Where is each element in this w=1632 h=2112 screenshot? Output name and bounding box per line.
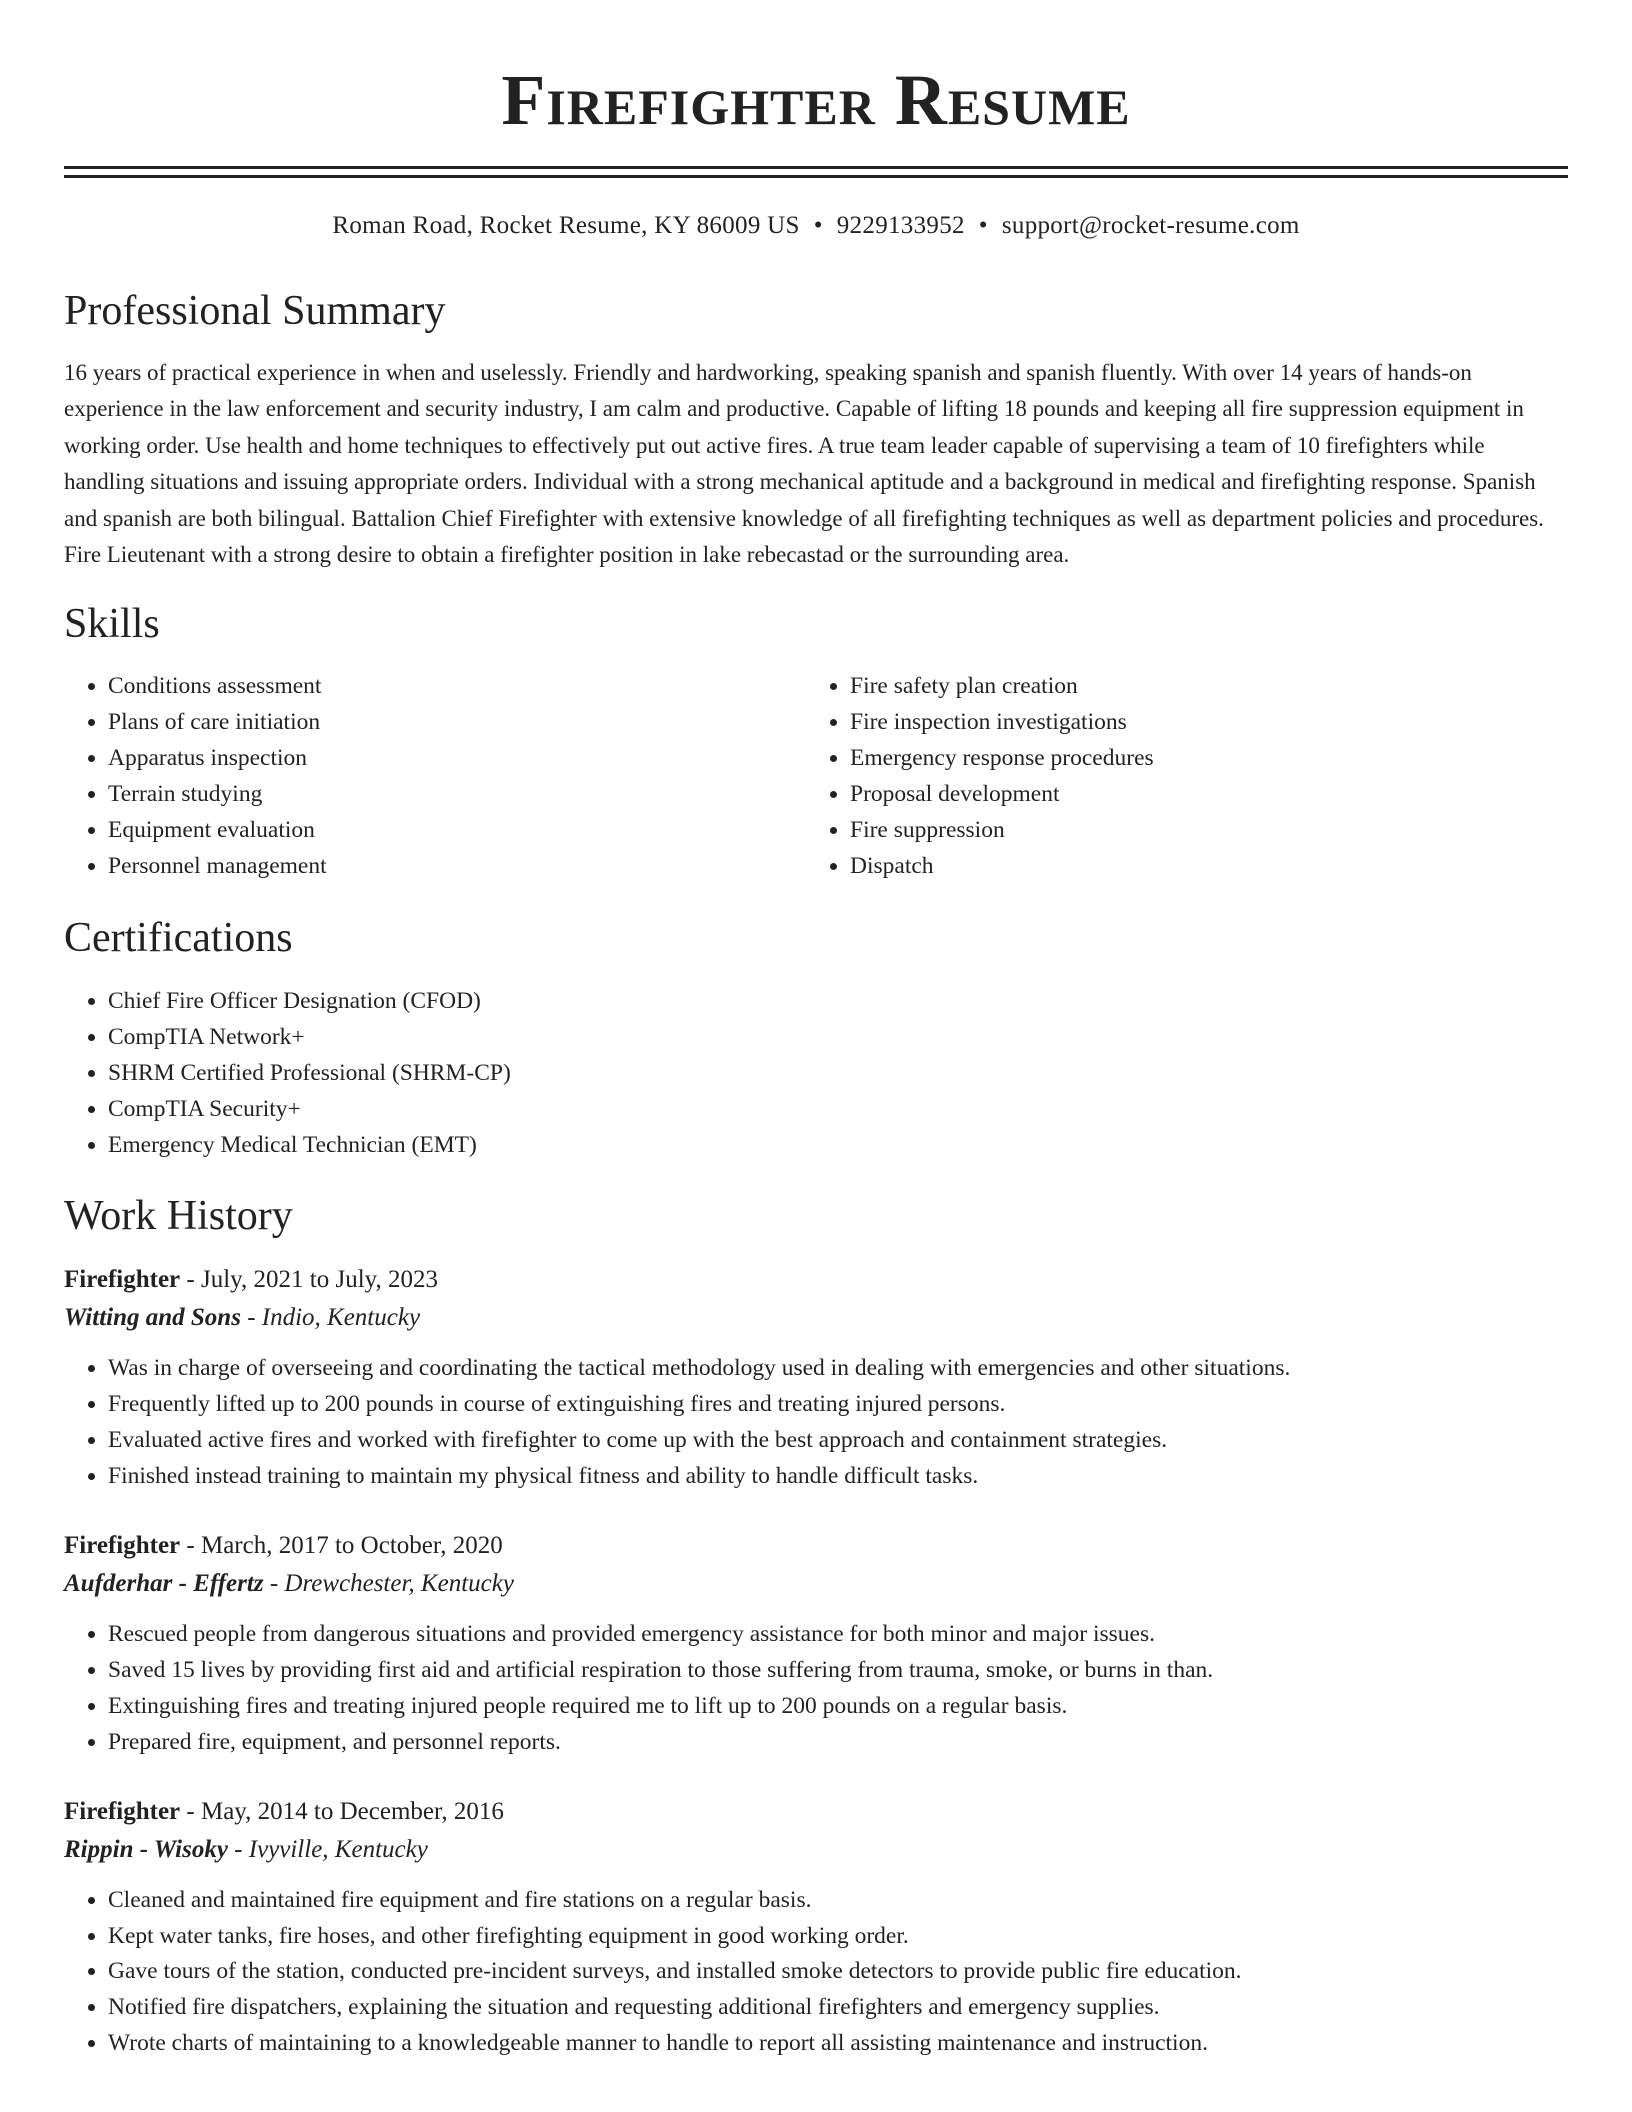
skill-item: • Emergency response procedures [850, 741, 1548, 777]
job-bullet: • Cleaned and maintained fire equipment and fire stations on a regular basis. [108, 1883, 1568, 1919]
skill-item: • Personnel management [108, 849, 806, 885]
certification-item: • SHRM Certified Professional (SHRM-CP) [108, 1056, 1568, 1092]
job-bullet: • Prepared fire, equipment, and personnel reports. [108, 1725, 1568, 1761]
job-company-line [64, 1565, 1568, 1603]
skill-item: • Conditions assessment [108, 669, 806, 705]
title-divider [64, 166, 1568, 178]
job-location: - Drewchester, Kentucky [263, 1570, 514, 1598]
job-title-line [64, 1261, 1568, 1299]
certification-item: • CompTIA Security+ [108, 1092, 1568, 1128]
skills-grid [64, 669, 1568, 884]
job-bullet: • Extinguishing fires and treating injured people required me to lift up to 200 pounds on a regular basis. [108, 1689, 1568, 1725]
job-entry [64, 1527, 1568, 1761]
certifications-heading: Certifications [64, 914, 293, 961]
certifications-list [64, 984, 1568, 1164]
job-dates: - May, 2014 to December, 2016 [180, 1797, 504, 1825]
job-bullet: • Evaluated active fires and worked with firefighter to come up with the best approach and containment strategies. [108, 1423, 1568, 1459]
skills-column-left [64, 669, 806, 884]
job-bullet: • Saved 15 lives by providing first aid and artificial respiration to those suffering from trauma, smoke, or burns in than. [108, 1653, 1568, 1689]
skill-item: • Fire suppression [850, 813, 1548, 849]
skill-item: • Equipment evaluation [108, 813, 806, 849]
job-title: Firefighter [64, 1532, 181, 1560]
contact-separator: • [978, 212, 988, 239]
job-title-line [64, 1527, 1568, 1565]
job-bullet: • Notified fire dispatchers, explaining the situation and requesting additional firefighters and emergency supplies. [108, 1990, 1568, 2026]
contact-phone: 9229133952 [836, 212, 965, 239]
job-title: Firefighter [64, 1266, 181, 1294]
job-entry [64, 1793, 1568, 2063]
skills-heading: Skills [64, 601, 160, 648]
job-bullet: • Finished instead training to maintain my physical fitness and ability to handle difficult tasks. [108, 1459, 1568, 1495]
job-bullet: • Gave tours of the station, conducted pre-incident surveys, and installed smoke detectors to provide public fire education. [108, 1954, 1568, 1990]
job-bullet: • Wrote charts of maintaining to a knowledgeable manner to handle to report all assisting maintenance and instruction. [108, 2026, 1568, 2062]
certification-item: • Chief Fire Officer Designation (CFOD) [108, 984, 1568, 1020]
contact-separator: • [813, 212, 823, 239]
job-title: Firefighter [64, 1797, 181, 1825]
contact-address: Roman Road, Rocket Resume, KY 86009 US [332, 212, 800, 239]
job-location: - Indio, Kentucky [240, 1304, 421, 1332]
contact-line [64, 212, 1568, 240]
certification-item: • Emergency Medical Technician (EMT) [108, 1128, 1568, 1164]
job-bullets [64, 1617, 1568, 1761]
contact-email: support@rocket-resume.com [1001, 212, 1300, 239]
job-company: Rippin - Wisoky [64, 1835, 228, 1863]
job-company-line [64, 1831, 1568, 1869]
skill-item: • Dispatch [850, 849, 1548, 885]
job-company-line [64, 1299, 1568, 1337]
skills-column-right [806, 669, 1548, 884]
skill-item: • Fire safety plan creation [850, 669, 1548, 705]
skill-item: • Proposal development [850, 777, 1548, 813]
skill-item: • Fire inspection investigations [850, 705, 1548, 741]
job-company: Aufderhar - Effertz [64, 1570, 264, 1598]
job-entry [64, 1261, 1568, 1495]
job-bullet: • Was in charge of overseeing and coordinating the tactical methodology used in dealing with emergencies and other situations. [108, 1351, 1568, 1387]
job-bullet: • Frequently lifted up to 200 pounds in course of extinguishing fires and treating injured persons. [108, 1387, 1568, 1423]
resume-title: Firefighter Resume [501, 60, 1131, 140]
job-title-line [64, 1793, 1568, 1831]
job-bullet: • Rescued people from dangerous situations and provided emergency assistance for both minor and major issues. [108, 1617, 1568, 1653]
job-dates: - July, 2021 to July, 2023 [180, 1266, 439, 1294]
work-history-heading: Work History [64, 1193, 293, 1240]
job-dates: - March, 2017 to October, 2020 [180, 1532, 503, 1560]
job-location: - Ivyville, Kentucky [227, 1835, 428, 1863]
certification-item: • CompTIA Network+ [108, 1020, 1568, 1056]
skill-item: • Plans of care initiation [108, 705, 806, 741]
job-bullet: • Kept water tanks, fire hoses, and other firefighting equipment in good working order. [108, 1919, 1568, 1955]
skill-item: • Terrain studying [108, 777, 806, 813]
skill-item: • Apparatus inspection [108, 741, 806, 777]
job-bullets [64, 1351, 1568, 1495]
summary-heading: Professional Summary [64, 288, 446, 334]
summary-text: 16 years of practical experience in when and uselessly. Friendly and hardworking, speaking spanish and spanish fluently. With over 14 years of hands-on experience in the law enforcement and security industry, I am calm and productive. Capable of lifting 18 pounds and keeping all fire suppression equipment in working order. Use health and home techniques to effectively put out active fires. A true team leader capable of supervising a team of 10 firefighters while handling situations and issuing appropriate orders. Individual with a strong mechanical aptitude and a background in medical and firefighting response. Spanish and spanish are both bilingual. Battalion Chief Firefighter with extensive knowledge of all firefighting techniques as well as department policies and procedures. Fire Lieutenant with a strong desire to obtain a firefighter position in lake rebecastad or the surrounding area. [64, 360, 1544, 568]
job-company: Witting and Sons [64, 1304, 241, 1332]
job-bullets [64, 1883, 1568, 2063]
